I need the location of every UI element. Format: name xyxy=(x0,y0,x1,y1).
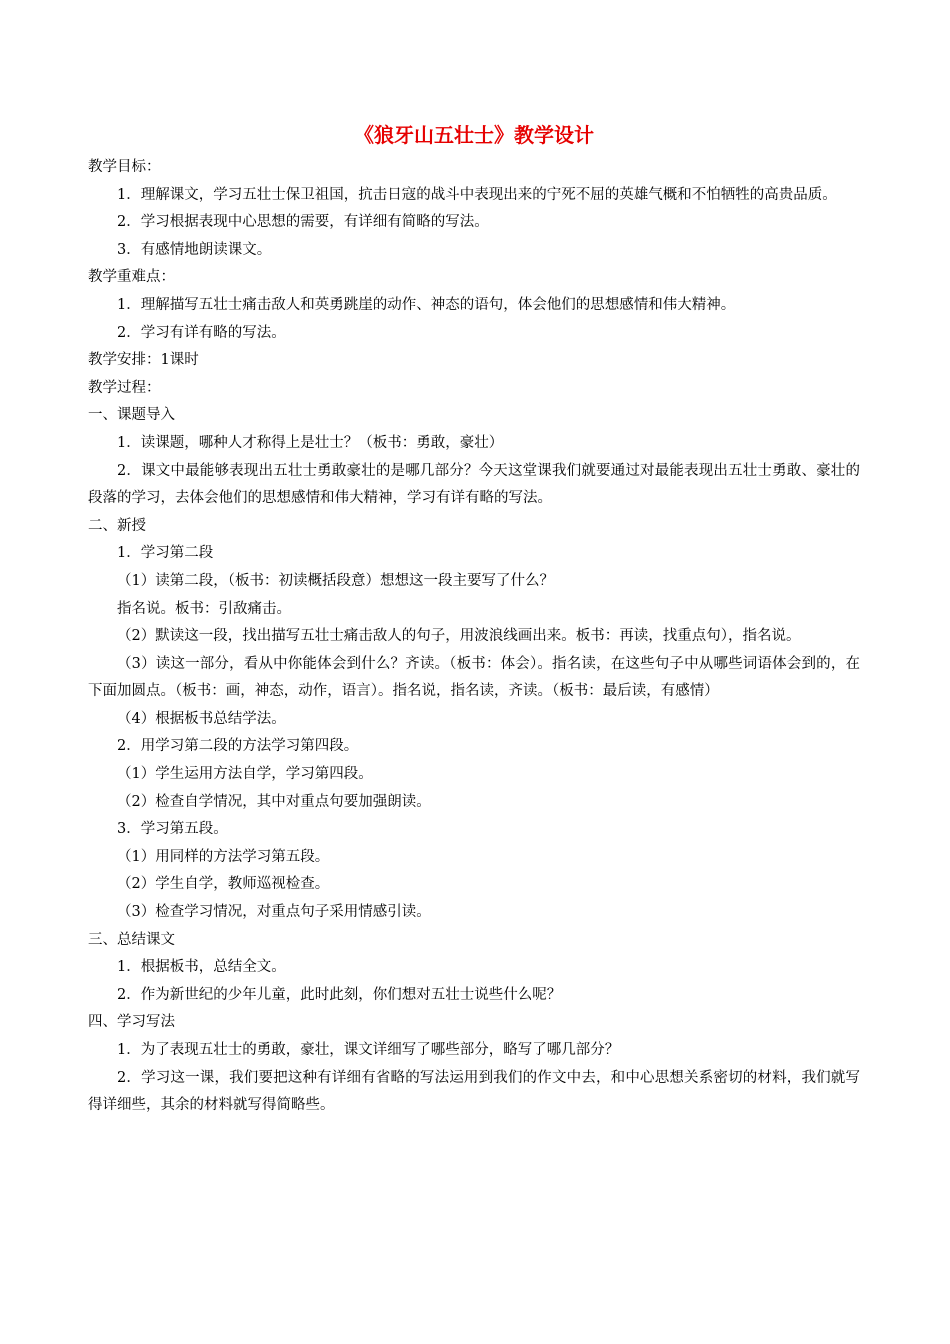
section-heading: 教学过程： xyxy=(88,379,161,396)
body-paragraph: （2）检查自学情况，其中对重点句要加强朗读。 xyxy=(117,793,431,810)
section-heading: 四、学习写法 xyxy=(88,1014,175,1031)
body-paragraph: （3）读这一部分，看从中你能体会到什么？齐读。（板书：体会）。指名读，在这些句子中从哪些词语体会到的，在下面加圆点。（板书：画，神态，动作，语言）。指名说，指名读，齐读。（板书：最后读，有感情） xyxy=(88,655,860,700)
body-paragraph: 1．理解课文，学习五壮士保卫祖国，抗击日寇的战斗中表现出来的宁死不屈的英雄气概和不怕牺牲的高贵品质。 xyxy=(117,186,837,203)
body-paragraph: 3．学习第五段。 xyxy=(117,821,228,838)
body-paragraph: 3．有感情地朗读课文。 xyxy=(117,241,272,258)
section-heading: 教学安排：1课时 xyxy=(88,352,199,369)
body-paragraph: （3）检查学习情况，对重点句子采用情感引读。 xyxy=(117,904,431,921)
body-paragraph: 2．学习这一课，我们要把这种有详细有省略的写法运用到我们的作文中去，和中心思想关系密切的材料，我们就写得详细些，其余的材料就写得简略些。 xyxy=(88,1069,860,1114)
body-paragraph: 2．用学习第二段的方法学习第四段。 xyxy=(117,738,359,755)
body-paragraph: 1．为了表现五壮士的勇敢，豪壮，课文详细写了哪些部分，略写了哪几部分？ xyxy=(117,1042,620,1058)
body-paragraph: 2．作为新世纪的少年儿童，此时此刻，你们想对五壮士说些什么呢？ xyxy=(117,986,562,1003)
document-title: 《狼牙山五壮士》教学设计 xyxy=(354,123,594,147)
document-body xyxy=(88,154,860,1120)
body-paragraph: 2．课文中最能够表现出五壮士勇敢豪壮的是哪几部分？今天这堂课我们就要通过对最能表现出五壮士勇敢、豪壮的段落的学习，去体会他们的思想感情和伟大精神，学习有详有略的写法。 xyxy=(88,462,860,507)
body-paragraph: 指名说。板书：引敌痛击。 xyxy=(117,600,291,617)
body-paragraph: 1．理解描写五壮士痛击敌人和英勇跳崖的动作、神态的语句，体会他们的思想感情和伟大精神。 xyxy=(117,296,736,313)
body-paragraph: （4）根据板书总结学法。 xyxy=(117,710,286,727)
section-heading: 教学重难点： xyxy=(88,269,175,286)
body-paragraph: 1．读课题，哪种人才称得上是壮士？（板书：勇敢，豪壮） xyxy=(117,434,504,451)
body-paragraph: 2．学习根据表现中心思想的需要，有详细有简略的写法。 xyxy=(117,214,489,231)
body-paragraph: 2．学习有详有略的写法。 xyxy=(117,324,286,341)
body-paragraph: （1）用同样的方法学习第五段。 xyxy=(117,848,330,865)
section-heading: 三、总结课文 xyxy=(88,931,175,948)
body-paragraph: （1）学生运用方法自学，学习第四段。 xyxy=(117,766,373,783)
body-paragraph: （1）读第二段，（板书：初读概括段意）想想这一段主要写了什么？ xyxy=(117,572,554,589)
body-paragraph: （2）学生自学，教师巡视检查。 xyxy=(117,876,330,893)
body-paragraph: 1．根据板书，总结全文。 xyxy=(117,959,286,976)
section-heading: 教学目标： xyxy=(88,159,161,175)
section-heading: 二、新授 xyxy=(88,517,146,534)
section-heading: 一、课题导入 xyxy=(88,407,175,424)
body-paragraph: 1．学习第二段 xyxy=(117,545,214,562)
body-paragraph: （2）默读这一段，找出描写五壮士痛击敌人的句子，用波浪线画出来。板书：再读，找重点句），指名说。 xyxy=(117,628,801,645)
